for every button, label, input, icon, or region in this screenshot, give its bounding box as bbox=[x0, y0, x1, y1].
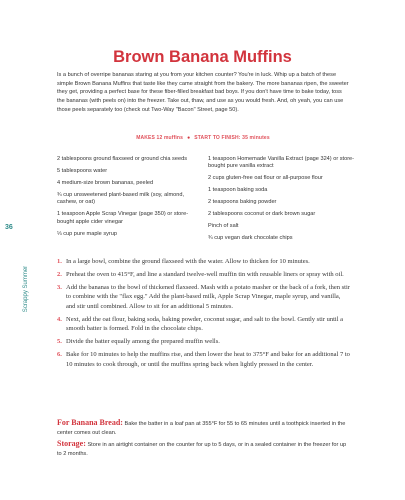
ingredient-item: 2 tablespoons ground flaxseed or ground chia seeds bbox=[57, 156, 187, 162]
recipe-meta bbox=[57, 135, 349, 141]
banana-bread-note bbox=[57, 419, 350, 437]
step-text: Next, add the oat flour, baking soda, baking powder, coconut sugar, and salt to the bowl. Gently stir until a smooth batter is formed. Fold in the chocolate chips. bbox=[66, 315, 344, 333]
ingredient-item: ¾ cup vegan dark chocolate chips bbox=[208, 235, 293, 242]
step-number: 5. bbox=[57, 338, 62, 346]
storage-note bbox=[57, 440, 350, 458]
banana-bread-text: Bake the batter in a loaf pan at 355°F for 55 to 65 minutes until a toothpick inserted in the center comes out clean. bbox=[57, 421, 346, 436]
meta-separator: ● bbox=[187, 135, 191, 141]
ingredient-item: 1 teaspoon Apple Scrap Vinegar (page 350) or store-bought apple cider vinegar bbox=[57, 211, 189, 225]
step-number: 1. bbox=[57, 258, 62, 265]
step-text: Divide the batter equally among the prepared muffin wells. bbox=[66, 338, 220, 346]
ingredients-right-column bbox=[208, 156, 356, 247]
step-item bbox=[57, 350, 350, 369]
step-item bbox=[57, 283, 350, 311]
ingredient-item: ⅓ cup pure maple syrup bbox=[57, 230, 118, 237]
step-item bbox=[57, 337, 350, 346]
ingredient-item: 1 teaspoon baking soda bbox=[208, 187, 268, 194]
ingredient-item: Pinch of salt bbox=[208, 223, 239, 230]
ingredient-item: 2 tablespoons coconut or dark brown sugar bbox=[208, 211, 316, 218]
step-text: Preheat the oven to 415°F, and line a standard twelve-well muffin tin with reusable liners or spray with oil. bbox=[66, 271, 344, 279]
storage-label: Storage: bbox=[57, 439, 86, 448]
step-text: In a large bowl, combine the ground flaxseed with the water. Allow to thicken for 10 minutes. bbox=[66, 258, 310, 265]
recipe-intro: Is a bunch of overripe bananas staring at you from your kitchen counter? You're in luck. Whip up a batch of these simple Brown Banana Muffins that taste like they came straight from the bakery. The more bananas ripen, the sweeter they get, providing a perfect base for these fiber-filled breakfast bad boys. If you don't have time to bake today, toss the bananas (with peels on) into the freezer. Take out, thaw, and use as you would fresh. And, oh yeah, you can use those peels separately too (check out Two-Way "Bacon" Street, page 50). bbox=[57, 72, 349, 113]
section-label: Scrappy Summer bbox=[23, 265, 29, 313]
storage-text: Store in an airtight container on the counter for up to 5 days, or in a sealed container in the freezer for up to 2 months. bbox=[57, 442, 347, 457]
step-number: 3. bbox=[57, 284, 62, 292]
ingredients-left-column bbox=[57, 156, 205, 243]
page-number: 36 bbox=[5, 224, 13, 231]
ingredient-item: ¾ cup unsweetened plant-based milk (soy, almond, cashew, or oat) bbox=[57, 192, 185, 206]
step-number: 4. bbox=[57, 315, 62, 323]
step-item bbox=[57, 315, 350, 334]
ingredient-item: 4 medium-size brown bananas, peeled bbox=[57, 180, 154, 186]
ingredient-item: 1 teaspoon Homemade Vanilla Extract (page 324) or store-bought pure vanilla extract bbox=[208, 156, 355, 170]
recipe-title: Brown Banana Muffins bbox=[113, 48, 292, 66]
step-number: 2. bbox=[57, 271, 62, 279]
step-item bbox=[57, 257, 350, 266]
step-number: 6. bbox=[57, 351, 62, 359]
ingredient-item: 2 teaspoons baking powder bbox=[208, 199, 277, 206]
recipe-steps bbox=[57, 257, 350, 373]
step-text: Add the bananas to the bowl of thickened flaxseed. Mash with a potato masher or the back of a fork, then stir to combine with the "flax egg." Add the plant-based milk, Apple Scrap Vinegar, maple syrup, and vanilla, and stir until combined. Allow to sit for an additional 5 minutes. bbox=[66, 284, 350, 310]
step-text: Bake for 10 minutes to help the muffins rise, and then lower the heat to 375°F and bake for an additional 7 to 10 minutes to cook through, or until the muffins spring back when lightly pressed in the center. bbox=[66, 351, 350, 368]
makes-label: MAKES 12 muffins bbox=[136, 135, 184, 141]
ingredient-item: 5 tablespoons water bbox=[57, 168, 108, 174]
banana-bread-label: For Banana Bread: bbox=[57, 418, 123, 427]
ingredient-item: 2 cups gluten-free oat flour or all-purpose flour bbox=[208, 175, 323, 182]
step-item bbox=[57, 270, 350, 279]
time-label: START TO FINISH: 35 minutes bbox=[194, 135, 270, 141]
